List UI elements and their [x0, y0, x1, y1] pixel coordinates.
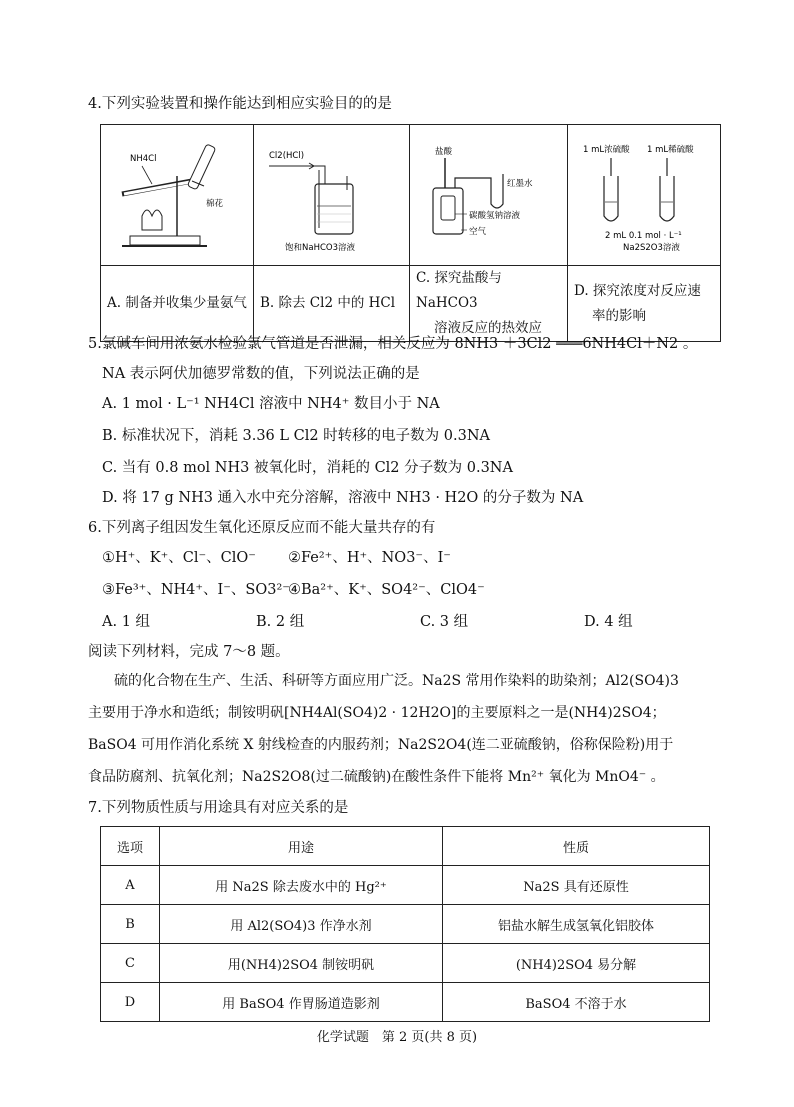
reading-line-1: 硫的化合物在生产、生活、科研等方面应用广泛。Na2S 常用作染料的助染剂；Al2(SO4)3 — [114, 673, 679, 689]
reading-line-3: BaSO4 可用作消化系统 X 射线检查的内服药剂；Na2S2O4(连二亚硫酸钠，俗称保险粉)用于 — [88, 737, 674, 753]
q5-stem-line2: NA 表示阿伏加德罗常数的值，下列说法正确的是 — [102, 366, 420, 382]
q7-cell-property: (NH4)2SO4 易分解 — [443, 944, 710, 983]
figd-line1-label: 2 mL 0.1 mol · L⁻¹ — [605, 231, 682, 241]
figure-a-cell — [101, 125, 254, 266]
figd-conc-label: 1 mL浓硫酸 — [583, 145, 630, 155]
q7-row-a[interactable] — [101, 866, 710, 905]
q6-stem: 6.下列离子组因发生氧化还原反应而不能大量共存的有 — [88, 520, 436, 536]
q6-option-d[interactable]: D. 4 组 — [584, 614, 633, 630]
q7-cell-use: 用 Na2S 除去废水中的 Hg²⁺ — [160, 866, 443, 905]
q4-stem: 4.下列实验装置和操作能达到相应实验目的的是 — [88, 96, 392, 112]
q7-stem: 7.下列物质性质与用途具有对应关系的是 — [88, 800, 349, 816]
gas-washing-bottle-figure — [255, 126, 408, 260]
q7-table — [100, 826, 710, 1022]
reading-line-2: 主要用于净水和造纸；制铵明矾[NH4Al(SO4)2 · 12H2O]的主要原料之一是(NH4)2SO4； — [88, 705, 666, 721]
figa-nh4cl-label: NH4Cl — [130, 154, 157, 164]
q6-option-b[interactable]: B. 2 组 — [256, 614, 305, 630]
q7-cell-option: B — [101, 905, 160, 944]
q7-cell-option: D — [101, 983, 160, 1022]
thermal-effect-apparatus-figure — [411, 126, 566, 260]
page-footer: 化学试题 第 2 页(共 8 页) — [316, 1030, 478, 1045]
reading-intro: 阅读下列材料，完成 7～8 题。 — [88, 644, 290, 660]
q7-cell-use: 用 BaSO4 作胃肠道造影剂 — [160, 983, 443, 1022]
figc-solution-label: 碳酸氢钠溶液 — [469, 211, 521, 221]
figa-cotton-label: 棉花 — [206, 199, 224, 209]
figd-dil-label: 1 mL稀硫酸 — [647, 145, 694, 155]
q4-apparatus-table — [100, 124, 721, 342]
q7-cell-use: 用(NH4)2SO4 制铵明矾 — [160, 944, 443, 983]
q6-group-3: ③Fe³⁺、NH4⁺、I⁻、SO3²⁻ — [102, 582, 290, 598]
concentration-experiment-figure — [569, 126, 719, 260]
figure-d-cell — [568, 125, 721, 266]
figb-solution-label: 饱和NaHCO3溶液 — [285, 243, 355, 253]
q5-option-d[interactable]: D. 将 17 g NH3 通入水中充分溶解，溶液中 NH3 · H2O 的分子数为 NA — [102, 490, 584, 506]
q6-group-1: ①H⁺、K⁺、Cl⁻、ClO⁻ — [102, 550, 256, 566]
figc-acid-label: 盐酸 — [435, 147, 453, 157]
q7-header-row — [101, 827, 710, 866]
q7-cell-property: BaSO4 不溶于水 — [443, 983, 710, 1022]
figc-ink-label: 红墨水 — [507, 179, 533, 189]
q4-option-c[interactable]: C. 探究盐酸与 NaHCO3 溶液反应的热效应 — [410, 266, 568, 342]
q6-group-4: ④Ba²⁺、K⁺、SO4²⁻、ClO4⁻ — [288, 582, 485, 598]
q6-group-2: ②Fe²⁺、H⁺、NO3⁻、I⁻ — [288, 550, 451, 566]
q4-option-a[interactable]: A. 制备并收集少量氨气 — [101, 266, 254, 342]
q7-cell-option: C — [101, 944, 160, 983]
q5-option-c[interactable]: C. 当有 0.8 mol NH3 被氧化时，消耗的 Cl2 分子数为 0.3NA — [102, 460, 513, 476]
ammonia-apparatus-figure — [102, 126, 252, 260]
q7-row-d[interactable] — [101, 983, 710, 1022]
figure-b-cell — [254, 125, 410, 266]
q5-option-b[interactable]: B. 标准状况下，消耗 3.36 L Cl2 时转移的电子数为 0.3NA — [102, 428, 491, 444]
q6-option-c[interactable]: C. 3 组 — [420, 614, 469, 630]
q7-cell-option: A — [101, 866, 160, 905]
reading-line-4: 食品防腐剂、抗氧化剂；Na2S2O8(过二硫酸钠)在酸性条件下能将 Mn²⁺ 氧化为 MnO4⁻ 。 — [88, 769, 665, 785]
q7-row-b[interactable] — [101, 905, 710, 944]
q7-cell-property: Na2S 具有还原性 — [443, 866, 710, 905]
q6-option-a[interactable]: A. 1 组 — [102, 614, 151, 630]
figc-air-label: 空气 — [469, 227, 487, 237]
figd-line2-label: Na2S2O3溶液 — [623, 243, 680, 253]
q7-cell-use: 用 Al2(SO4)3 作净水剂 — [160, 905, 443, 944]
q5-stem-line1: 5.氯碱车间用浓氨水检验氯气管道是否泄漏，相关反应为 8NH3 ＋3Cl2 ═══6NH4Cl＋N2 。 — [88, 336, 698, 352]
q7-header-property: 性质 — [443, 827, 710, 866]
q7-cell-property: 铝盐水解生成氢氧化铝胶体 — [443, 905, 710, 944]
q4-option-b[interactable]: B. 除去 Cl2 中的 HCl — [254, 266, 410, 342]
q4-option-d[interactable]: D. 探究浓度对反应速 率的影响 — [568, 266, 721, 342]
figb-gas-label: Cl2(HCl) — [269, 151, 305, 161]
q5-option-a[interactable]: A. 1 mol · L⁻¹ NH4Cl 溶液中 NH4⁺ 数目小于 NA — [102, 396, 440, 412]
figure-c-cell — [410, 125, 568, 266]
q7-header-option: 选项 — [101, 827, 160, 866]
q7-header-use: 用途 — [160, 827, 443, 866]
q7-row-c[interactable] — [101, 944, 710, 983]
